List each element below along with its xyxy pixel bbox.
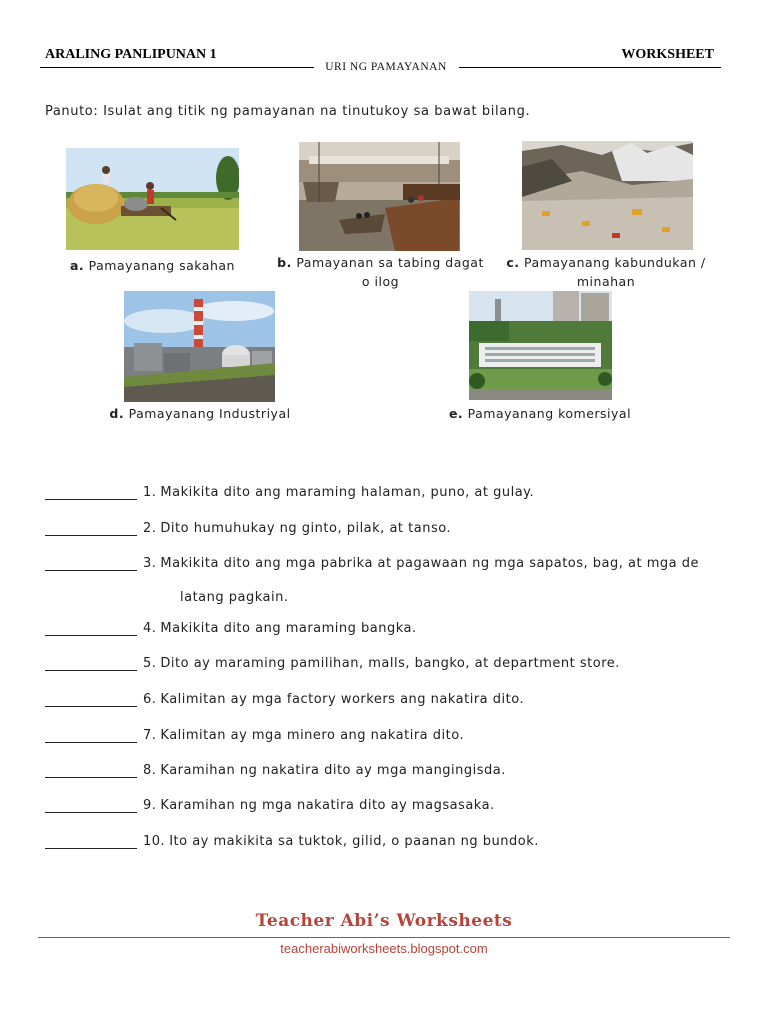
choice-d-label: Pamayanang Industriyal — [128, 406, 291, 421]
subject-title: ARALING PANLIPUNAN 1 — [45, 47, 217, 62]
question-6 — [45, 692, 524, 707]
question-text: Dito humuhukay ng ginto, pilak, at tanso. — [160, 521, 452, 536]
header-divider-right — [459, 67, 721, 68]
choice-d-letter: d. — [109, 406, 125, 421]
choice-b-label-line2: o ilog — [361, 274, 400, 289]
question-10 — [45, 834, 539, 849]
industrial-image — [124, 291, 275, 402]
question-2 — [45, 521, 451, 536]
choice-a-letter: a. — [70, 258, 85, 273]
question-3-continuation: latang pagkain. — [180, 590, 289, 605]
answer-blank-8[interactable] — [45, 763, 137, 778]
mine-image — [522, 141, 693, 250]
answer-blank-4[interactable] — [45, 621, 137, 636]
question-number: 5. — [143, 656, 157, 671]
question-text: Dito ay maraming pamilihan, malls, bangko, at department store. — [160, 656, 620, 671]
harbor-image — [299, 142, 460, 251]
question-4 — [45, 621, 417, 636]
commercial-image — [469, 291, 612, 400]
question-8 — [45, 763, 506, 778]
question-9 — [45, 798, 495, 813]
choice-c-label: Pamayanang kabundukan / — [524, 255, 706, 270]
choice-c-letter: c. — [506, 255, 520, 270]
question-number: 1. — [143, 485, 157, 500]
footer-brand: Teacher Abi’s Worksheets — [255, 911, 513, 931]
question-3 — [45, 556, 699, 571]
footer-divider — [38, 937, 730, 938]
question-number: 6. — [143, 692, 157, 707]
answer-blank-3[interactable] — [45, 556, 137, 571]
question-number: 10. — [143, 834, 166, 849]
choice-b — [264, 253, 497, 291]
choice-b-label: Pamayanan sa tabing dagat — [296, 255, 484, 270]
question-number: 4. — [143, 621, 157, 636]
question-number: 8. — [143, 763, 157, 778]
choice-e-letter: e. — [448, 406, 464, 421]
header-divider-left — [40, 67, 314, 68]
worksheet-topic: URI NG PAMAYANAN — [325, 61, 447, 73]
question-text: Ito ay makikita sa tuktok, gilid, o paanan ng bundok. — [169, 834, 539, 849]
choice-c-label-line2: minahan — [576, 274, 636, 289]
question-number: 3. — [143, 556, 157, 571]
answer-blank-5[interactable] — [45, 656, 137, 671]
question-text: Makikita dito ang mga pabrika at pagawaan ng mga sapatos, bag, at mga de — [160, 556, 699, 571]
question-text: Kalimitan ay mga minero ang nakatira dito. — [160, 728, 465, 743]
question-text: Kalimitan ay mga factory workers ang nakatira dito. — [160, 692, 525, 707]
answer-blank-2[interactable] — [45, 521, 137, 536]
question-text: Karamihan ng mga nakatira dito ay magsasaka. — [160, 798, 495, 813]
answer-blank-6[interactable] — [45, 692, 137, 707]
choice-c — [500, 253, 712, 291]
question-text: Makikita dito ang maraming halaman, puno, at gulay. — [160, 485, 535, 500]
answer-blank-10[interactable] — [45, 834, 137, 849]
question-text: Karamihan ng nakatira dito ay mga mangingisda. — [160, 763, 506, 778]
choice-d — [100, 404, 300, 423]
question-number: 7. — [143, 728, 157, 743]
choice-b-letter: b. — [277, 255, 292, 270]
question-text: Makikita dito ang maraming bangka. — [160, 621, 417, 636]
question-1 — [45, 485, 534, 500]
answer-blank-9[interactable] — [45, 798, 137, 813]
choice-a-label: Pamayanang sakahan — [88, 258, 235, 273]
worksheet-label: WORKSHEET — [621, 47, 714, 62]
question-5 — [45, 656, 620, 671]
footer-url[interactable]: teacherabiworksheets.blogspot.com — [280, 941, 488, 956]
answer-blank-7[interactable] — [45, 728, 137, 743]
question-number: 2. — [143, 521, 157, 536]
farm-image — [66, 148, 239, 250]
instruction: Panuto: Isulat ang titik ng pamayanan na tinutukoy sa bawat bilang. — [45, 104, 531, 119]
question-number: 9. — [143, 798, 157, 813]
choice-a — [60, 256, 245, 275]
choice-e-label: Pamayanang komersiyal — [467, 406, 632, 421]
choice-e — [440, 404, 640, 423]
question-7 — [45, 728, 464, 743]
answer-blank-1[interactable] — [45, 485, 137, 500]
